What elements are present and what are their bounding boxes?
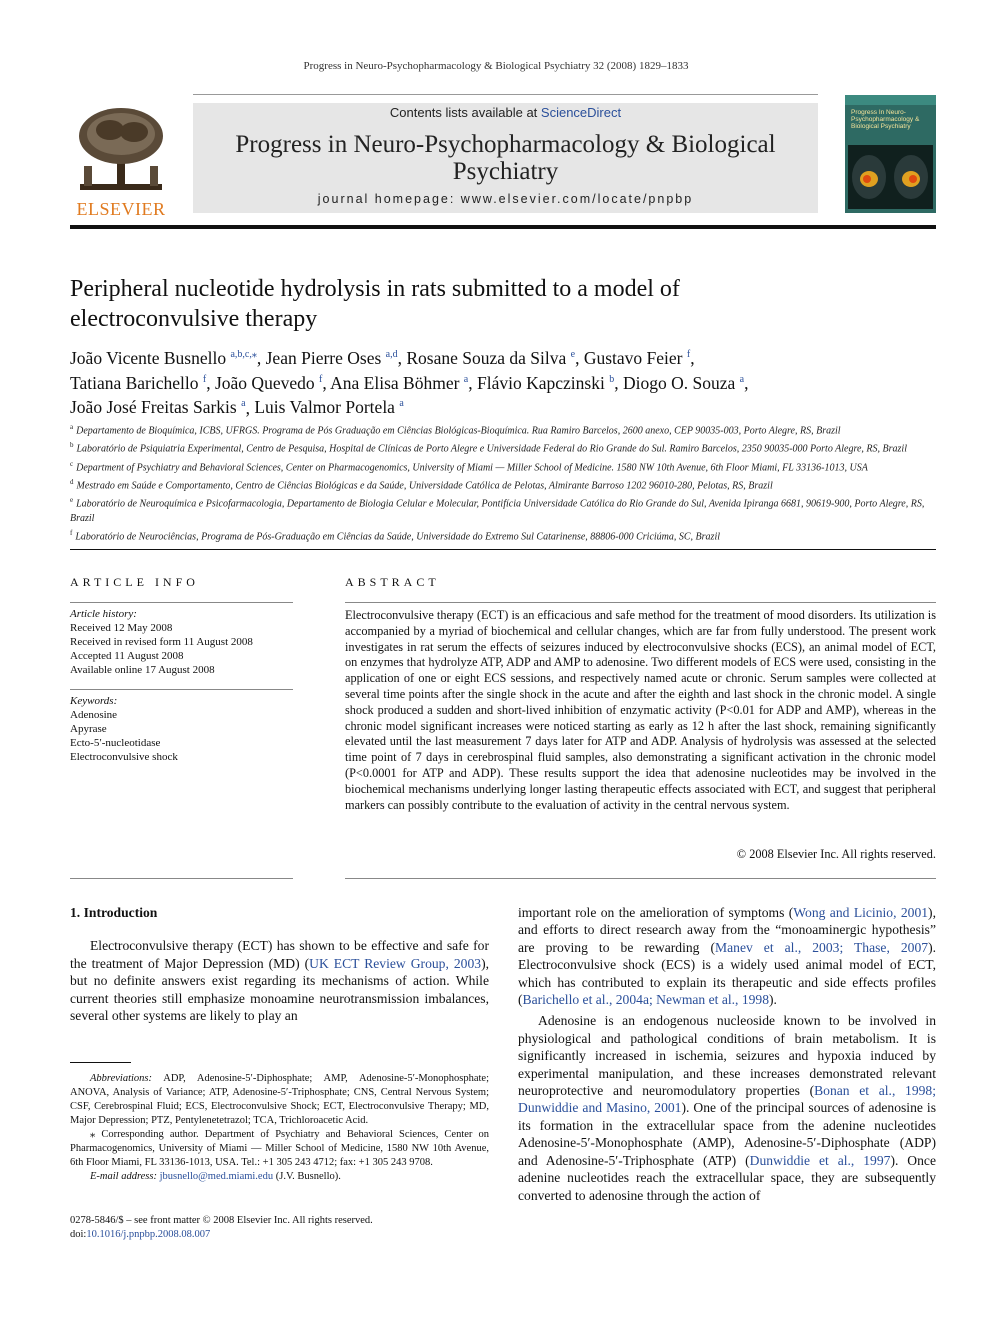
intro-paragraph: Electroconvulsive therapy (ECT) has shown to be effective and safe for the treatment of Major Depression (MD) (UK ECT Review Group, 2003), but no definite answers exist regarding its mechanisms of action. While current theories still emphasize monoamine neurotransmission imbalances, several other systems are likely to play an	[70, 938, 489, 1024]
author[interactable]: Gustavo Feier $^f$	[583, 347, 691, 368]
doi-line: doi:10.1016/j.pnpbp.2008.08.007	[70, 1229, 211, 1240]
article-info-heading: ARTICLE INFO	[70, 575, 199, 589]
article-title	[70, 274, 936, 334]
affiliation: $^d$ Mestrado em Saúde e Comportamento, Centro de Ciências Biológicas e da Saúde, Universidade Católica de Pelotas, Almirante Barroso 1202 96010-280, Pelotas, RS, Brazil	[70, 477, 773, 492]
brain-scan-icon	[848, 145, 933, 209]
abstract-heading: ABSTRACT	[345, 575, 440, 589]
author[interactable]: João Quevedo $^f$	[214, 372, 323, 393]
keywords-label: Keywords:	[70, 695, 118, 707]
doi-link[interactable]: 10.1016/j.pnpbp.2008.08.007	[86, 1229, 211, 1240]
citation-link[interactable]: Dunwiddie et al., 1997	[749, 1152, 891, 1168]
history-item: Received 12 May 2008	[70, 622, 173, 634]
article-title-line2: electroconvulsive therapy	[70, 306, 318, 332]
running-head: Progress in Neuro-Psychopharmacology & Biological Psychiatry 32 (2008) 1829–1833	[303, 60, 689, 72]
author[interactable]: Diogo O. Souza $^a$	[622, 372, 745, 393]
email-link[interactable]: jbusnello@med.miami.edu	[159, 1171, 274, 1182]
affiliation: $^a$ Departamento de Bioquímica, ICBS, UFRGS. Programa de Pós Graduação em Ciências Biológicas-Bioquímica. Rua Ramiro Barcelos, 2600 anexo, CEP 90035-003, Porto Alegre, RS, Brazil	[70, 423, 841, 437]
header-divider	[70, 225, 936, 229]
journal-cover[interactable]	[845, 95, 936, 213]
abstract-rule	[345, 602, 936, 603]
affiliation: $^b$ Laboratório de Psiquiatria Experimental, Centro de Pesquisa, Hospital de Clínicas de Porto Alegre e Universidade Federal do Rio Grande do Sul. Ramiro Barcelos, 2350 90035-000 Porto Alegre, RS, Brazil	[70, 441, 907, 455]
abstract-bottom-rule	[345, 878, 936, 879]
journal-homepage[interactable]: journal homepage: www.elsevier.com/locate/pnpbp	[317, 192, 694, 206]
keywords-rule	[70, 689, 293, 690]
abstract-text: Electroconvulsive therapy (ECT) is an efficacious and safe method for the treatment of mood disorders. Its utilization is accompanied by a myriad of biochemical and cellular changes, which are far from fully understood. The present work investigates in rat serum the effects of seizures induced by electroconvulsive shocks (ECS), an animal model of ECT, on enzymes that hydrolyze ATP, ADP and AMP to adenosine. Two different models of ECS were used, consisting in the application of one or eight ECS sessions, and respectively named acute or chronic. Serum samples were collected at several time points after the single shock in the acute and after the eighth and last shock in the chronic model. A single shock produced a sudden and short-lived inhibition of enzymatic activity (P<0.01 for ADP and AMP), whereas in the chronic model significant increases were noticed starting as early as 12 h after the last shock, remaining significantly elevated until the last measurement 7 days later for ATP and ADP. Analysis of hydrolysis was assessed at the selected time point of 7 days in cerebrospinal fluid samples, also demonstrating a significant activation in the chronic model (P<0.0001 for ATP and ADP). These results support the idea that adenosine nucleotides may be involved in the biochemical mechanisms underlying longer lasting therapeutic effects associated with ECT, and suggest that peripheral markers can possibly contribute to the evaluation of activity in the central nervous system.	[345, 608, 936, 812]
publisher-name: ELSEVIER	[76, 199, 166, 219]
article-info-bottom-rule	[70, 878, 293, 879]
intro-paragraph: Adenosine is an endogenous nucleoside known to be involved in physiological and pathological conditions of brain metabolism. It is significantly increased in ischemia, seizures and hypoxia induced by experimental manipulation, and these increases demonstrated relevant neuroprotective and neuromodulatory properties (Bonan et al., 1998; Dunwiddie and Masino, 2001). One of the principal sources of adenosine is its formation in the extracellular space from the adenine nucleotides Adenosine-5′-Monophosphate (AMP), Adenosine-5′-Diphosphate (ADP) and Adenosine-5′-Triphosphate (ATP) (Dunwiddie et al., 1997). Once adenine nucleotides reach the extracellular space, they are subsequently converted to adenosine through the action of	[518, 1013, 936, 1203]
email-footnote: E-mail address: jbusnello@med.miami.edu (J.V. Busnello).	[90, 1171, 341, 1182]
contents-line	[193, 105, 818, 120]
citation-link[interactable]: Bonan et al., 1998; Dunwiddie and Masino, 2001	[518, 1083, 936, 1116]
sciencedirect-link[interactable]: ScienceDirect	[540, 105, 622, 120]
footnotes	[70, 1072, 489, 1184]
history-item: Received in revised form 11 August 2008	[70, 636, 253, 648]
section-heading: 1. Introduction	[70, 905, 158, 920]
article-history	[70, 607, 293, 677]
affiliation: $^c$ Department of Psychiatry and Behavioral Sciences, Center on Pharmacogenomics, University of Miami — Miller School of Medicine. 1580 NW 10th Avenue, 6th Floor Miami, FL 33136-1013, USA	[70, 459, 868, 473]
intro-paragraph: important role on the amelioration of symptoms (Wong and Licinio, 2001), and efforts to direct research away from the “monoaminergic hypothesis” are proving to be rewarding (Manev et al., 2003; Thase, 2007). Electroconvulsive shock (ECS) is a widely used animal model of ECT, which has contributed to explain its therapeutic and side effects profiles (Barichello et al., 2004a; Newman et al., 1998).	[518, 905, 936, 1008]
corresponding-footnote: ⁎ Corresponding author. Department of Psychiatry and Behavioral Sciences, Center on Pharmacogenomics, University of Miami — Miller School of Medicine, 1580 NW 10th Avenue, 6th Floor Miami, FL 33136-1013, USA. Tel.: +1 305 243 4712; fax: +1 305 243 9708.	[70, 1129, 489, 1168]
affiliation: $^f$ Laboratório de Neurociências, Programa de Pós-Graduação em Ciências da Saúde, Universidade do Extremo Sul Catarinense, 88806-000 Criciúma, SC, Brazil	[70, 528, 721, 542]
history-item: Accepted 11 August 2008	[70, 650, 184, 662]
keywords	[70, 694, 293, 764]
history-label: Article history:	[70, 608, 137, 620]
elsevier-logo[interactable]	[70, 104, 172, 219]
front-matter	[70, 1214, 570, 1242]
author[interactable]: Ana Elisa Böhmer $^a$	[330, 372, 469, 393]
issn-line: 0278-5846/$ – see front matter © 2008 Elsevier Inc. All rights reserved.	[70, 1215, 373, 1226]
citation-link[interactable]: Barichello et al., 2004a; Newman et al., 1998	[522, 992, 770, 1008]
author-list: João Vicente Busnello $^{a,b,c,⁎}$, Jean Pierre Oses $^{a,d}$, Rosane Souza da Silva $^e$, Gustavo Feier $^f$, Tatiana Barichello $^f$, João Quevedo $^f$, Ana Elisa Böhmer $^a$, Flávio Kapczinski $^b$, Diogo O. Souza $^a$, João José Freitas Sarkis $^a$, Luis Valmor Portela $^a$	[70, 347, 749, 418]
elsevier-tree-icon	[70, 104, 172, 196]
keyword: Apyrase	[70, 723, 107, 735]
article-info-rule	[70, 602, 293, 603]
journal-title-line2: Psychiatry	[452, 158, 559, 185]
banner-rule	[193, 94, 818, 95]
cover-title: Progress In Neuro-Psychopharmacology & Biological Psychiatry	[851, 109, 920, 130]
author[interactable]: Jean Pierre Oses $^{a,d}$	[265, 347, 398, 368]
citation-link[interactable]: Manev et al., 2003; Thase, 2007	[715, 939, 929, 955]
intro-left-column	[70, 904, 489, 1024]
author[interactable]: João Vicente Busnello $^{a,b,c,⁎}$	[70, 347, 257, 368]
author[interactable]: Flávio Kapczinski $^b$	[477, 372, 615, 393]
abbreviations-footnote: Abbreviations: ADP, Adenosine-5′-Diphosphate; AMP, Adenosine-5′-Monophosphate; ANOVA, Analysis of Variance; ATP, Adenosine-5′-Triphosphate; CNS, Central Nervous System; CSF, Cerebrospinal Fluid; ECS, Electroconvulsive Shock; ECT, Electroconvulsive Therapy; MD, Major Depression; PTZ, Pentylenetetrazol; TCA, Trichloroacetic Acid.	[70, 1073, 490, 1126]
intro-right-column	[518, 904, 936, 1204]
author[interactable]: Tatiana Barichello $^f$	[70, 372, 207, 393]
affiliations	[70, 420, 936, 544]
author[interactable]: Luis Valmor Portela $^a$	[254, 397, 404, 418]
history-item: Available online 17 August 2008	[70, 664, 215, 676]
citation-link[interactable]: Wong and Licinio, 2001	[793, 905, 929, 920]
footnote-rule	[70, 1062, 131, 1063]
author[interactable]: João José Freitas Sarkis $^a$	[70, 397, 246, 418]
affiliations-divider	[70, 549, 936, 550]
citation-link[interactable]: UK ECT Review Group, 2003	[309, 955, 482, 971]
keyword: Ecto-5′-nucleotidase	[70, 737, 161, 749]
keyword: Electroconvulsive shock	[70, 751, 178, 763]
abstract-copyright: © 2008 Elsevier Inc. All rights reserved.	[736, 847, 936, 861]
contents-prefix: Contents lists available at	[389, 105, 541, 120]
affiliation: $^e$ Laboratório de Neuroquímica e Psicofarmacologia, Departamento de Biologia Celular e Molecular, Pontifícia Universidade Católica do Rio Grande do Sul, Avenida Ipiranga 6681, 90619-900, Porto Alegre, RS, Brazil	[70, 496, 925, 524]
journal-title-line1: Progress in Neuro-Psychopharmacology & Biological	[235, 131, 776, 158]
journal-title	[193, 131, 818, 185]
author[interactable]: Rosane Souza da Silva $^e$	[406, 347, 576, 368]
article-title-line1: Peripheral nucleotide hydrolysis in rats submitted to a model of	[70, 276, 680, 302]
keyword: Adenosine	[70, 709, 118, 721]
